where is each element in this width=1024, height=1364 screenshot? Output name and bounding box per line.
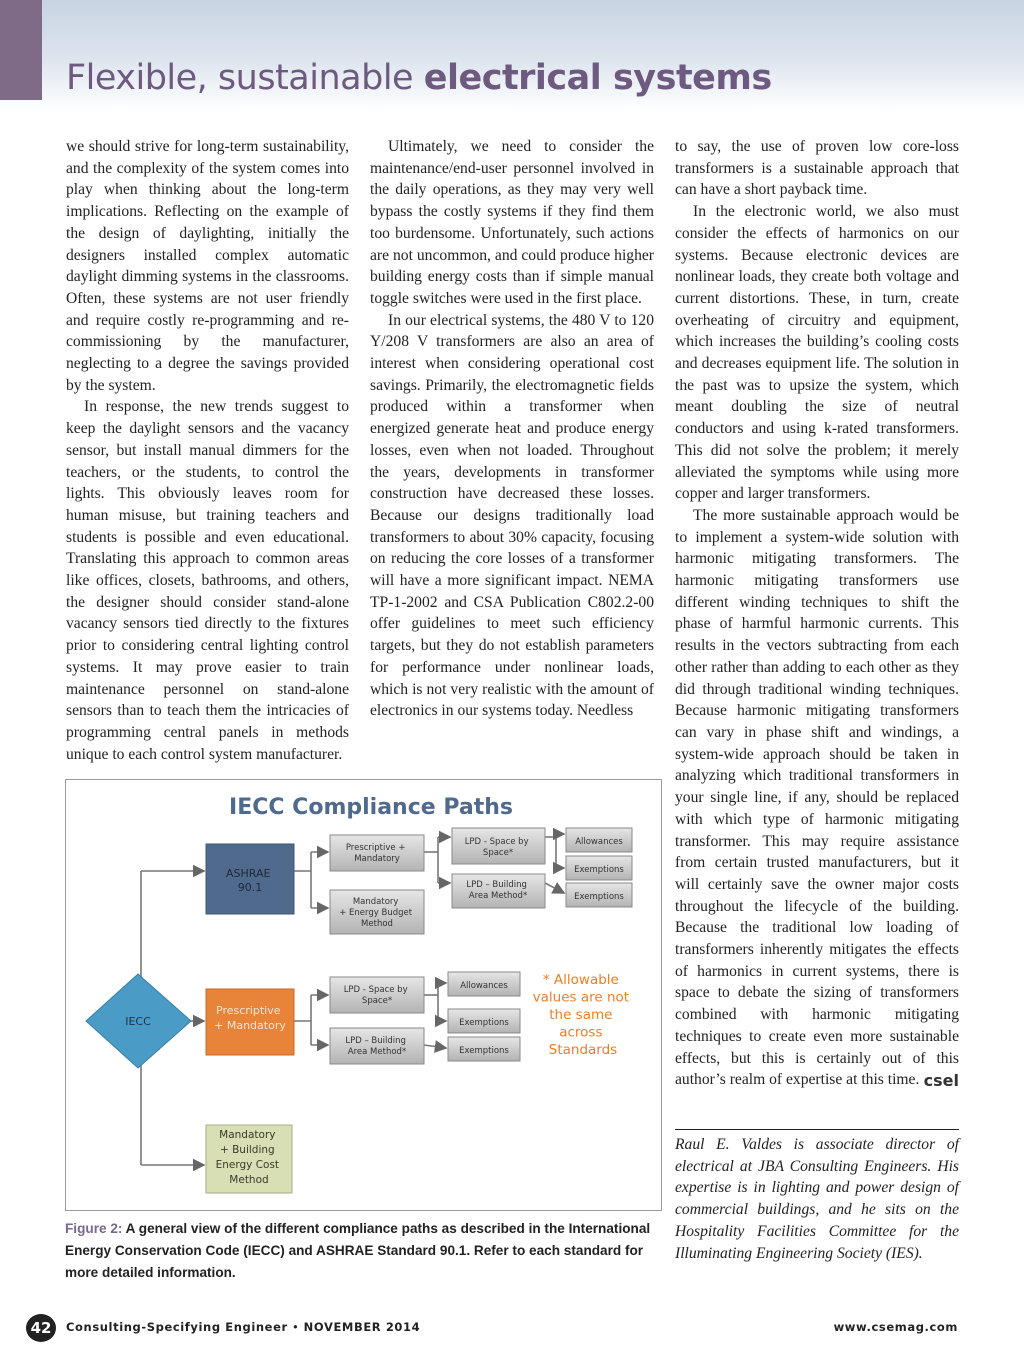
svg-text:Mandatory + Energy Bud: Mandatory + Energy Budget Method [339,897,413,929]
figure-caption-text: A general view of the different compliance paths as described in the International Energy Conservation Code (IECC) and ASHRAE Standard 90.1. Refer to each standard for more detailed information. [65,1221,651,1280]
paragraph: we should strive for long-term sustainability, and the complexity of the system comes into play when thinking about the long-term implications. Reflecting on the example of the design of daylighting, initially the designers installed complex automatic daylight dimming systems in the classrooms. Often, these systems are not user friendly and require costly re-programming and re-commissioning by the manufacturer, neglecting to a degree the savings provided by the system. [66,138,349,394]
issue-date: NOVEMBER 2014 [303,1320,421,1334]
ashrae-node [206,844,294,914]
svg-text:LPD - Space by Space*: LPD - Space by Space* [343,985,408,1006]
exemptions-box-ashrae-2 [566,883,632,907]
svg-text:Allowances: Allowances [575,837,623,847]
svg-text:Allowances: Allowances [460,981,508,991]
lpd-space-box-ashrae [452,828,545,864]
svg-text:LPD – Building Area Me: LPD – Building Area Method* [466,880,528,901]
iecc-node [86,974,191,1068]
mandatory-building-node [206,1125,292,1193]
title-light: Flexible, sustainable [66,58,424,98]
title-bold: electrical systems [423,58,772,98]
svg-text:Prescriptive + Mandato: Prescriptive + Mandatory [214,1004,286,1032]
figure-label: Figure 2: [65,1221,123,1236]
author-bio: Raul E. Valdes is associate director of electrical at JBA Consulting Engineers. His expertise is in lighting and power design of commercial buildings, and he sits on the Hospitality Facilities Committee for the Illuminating Engineering Society (IES). [675,1129,959,1264]
lpd-building-box-iecc [330,1028,424,1064]
paragraph: In response, the new trends suggest to keep the daylight sensors and the vacancy sensor, but install manual dimmers for the teachers, or the students, to control the lights. This obviously leaves room for human misuse, but training teachers and students is possible and even educational. Translating this approach to common areas like offices, closets, bathrooms, and others, the designer should consider stand-alone vacancy sensors tied directly to the fixtures prior to considering central lighting control systems. It may prove easier to train maintenance personnel on stand-alone sensors than to teach them the intricacies of programming central panels in methods unique to each control system manufacturer. [66,398,349,763]
svg-text:LPD – Building Area Me: LPD – Building Area Method* [345,1036,407,1057]
website-url: www.csemag.com [833,1320,958,1334]
publication-line [66,1320,420,1334]
prescriptive-node [206,989,294,1055]
svg-text:ASHRAE 90.1: ASHRAE 90.1 [226,867,271,894]
svg-text:Exemptions: Exemptions [574,865,624,875]
column-1 [66,136,349,765]
paragraph: The more sustainable approach would be to implement a system-wide solution with harmonic mitigating transformers. The harmonic mitigating transformers use different winding techniques to shift the phase of harmful harmonic currents. This results in the vectors subtracting from each other rather than adding to each other as they did through traditional winding techniques. Because harmonic mitigating transformers can vary in phase shift and windings, a system-wide approach should be taken in analyzing which traditional transformers in your single line, if any, should be replaced with which type of harmonic mitigating transformer. This may require assistance from certain trusted manufacturers, but it will certainly save the owner major costs throughout the lifecycle of the building. Because the traditional low loading of transformers inherently mitigates the effects of harmonics in current systems, there is space to debate the sizing of transformers combined with harmonic mitigating techniques to create even more sustainable effects, but this is certainly out of this author’s realm of expertise at this time. [675,506,959,1089]
svg-text:LPD - Space by Space*: LPD - Space by Space* [464,837,529,858]
page-number: 42 [26,1314,56,1342]
column-3 [675,136,959,1092]
paragraph: In the electronic world, we also must consider the effects of harmonics on our systems. Because electronic devices are nonlinear loads, they create both voltage and current distortions. These, in turn, create overheating of circuitry and equipment, which increases the building’s cooling costs and decreases equipment life. The solution in the past was to upsize the system, which meant doubling the size of neutral conductors and using k-rated transformers. This did not solve the problem; it merely alleviated the symptoms while using more copper and larger transformers. [675,203,959,503]
column-2 [370,136,654,722]
svg-text:Exemptions: Exemptions [459,1046,509,1056]
svg-text:Mandatory + Building: Mandatory + Building Energy Cost Method [215,1129,280,1186]
figure-caption [65,1218,660,1284]
paragraph: In our electrical systems, the 480 V to 120 Y/208 V transformers are also an area of interest when considering operational cost savings. Primarily, the electromagnetic fields produced within a transformer when energized generate heat and produce energy losses, even when not loaded. Throughout the years, developments in transformer construction have decreased these losses. Because our designs traditionally load transformers to about 30% capacity, focusing on reducing the core losses of a transformer will have a more significant impact. NEMA TP-1-2002 and CSA Publication C802.2-00 offer guidelines to meet such efficiency targets, but they do not establish parameters for performance under nonlinear loads, which is not very realistic with the amount of electronics in our systems today. Needless [370,311,654,720]
svg-text:Exemptions: Exemptions [574,892,624,902]
exemptions-box-ashrae-1 [566,856,632,880]
footer-separator: • [287,1320,304,1334]
figure-2 [65,779,662,1211]
energy-budget-box [330,890,424,934]
lpd-space-box-iecc [330,977,424,1013]
diagram-title: IECC Compliance Paths [229,795,513,820]
page-title [66,58,772,98]
allowable-values-note: * Allowable values are not the same across Standards [532,972,630,1058]
svg-text:Exemptions: Exemptions [459,1018,509,1028]
svg-text:IECC: IECC [125,1015,151,1028]
section-tab [0,0,42,100]
svg-text:Prescriptive + Mandato: Prescriptive + Mandatory [345,843,406,864]
exemptions-box-iecc-2 [448,1037,520,1061]
paragraph: Ultimately, we need to consider the maintenance/end-user personnel involved in the daily operations, as they may very well bypass the costly systems if they find them too burdensome. Unfortunately, such actions are not uncommon, and could produce higher building energy costs than if simple manual toggle switches were used in the first place. [370,138,654,307]
allowances-box-iecc [448,972,520,996]
end-mark: csel [923,1070,959,1090]
paragraph: to say, the use of proven low core-loss transformers is a sustainable approach that can have a short payback time. [675,138,959,199]
lpd-building-box-ashrae [452,874,545,908]
compliance-diagram [66,780,661,1210]
publication-name: Consulting-Specifying Engineer [66,1320,288,1334]
allowances-box-ashrae [566,828,632,852]
page-footer [26,1314,966,1344]
exemptions-box-iecc-1 [448,1009,520,1033]
prescriptive-mandatory-box [330,835,424,871]
